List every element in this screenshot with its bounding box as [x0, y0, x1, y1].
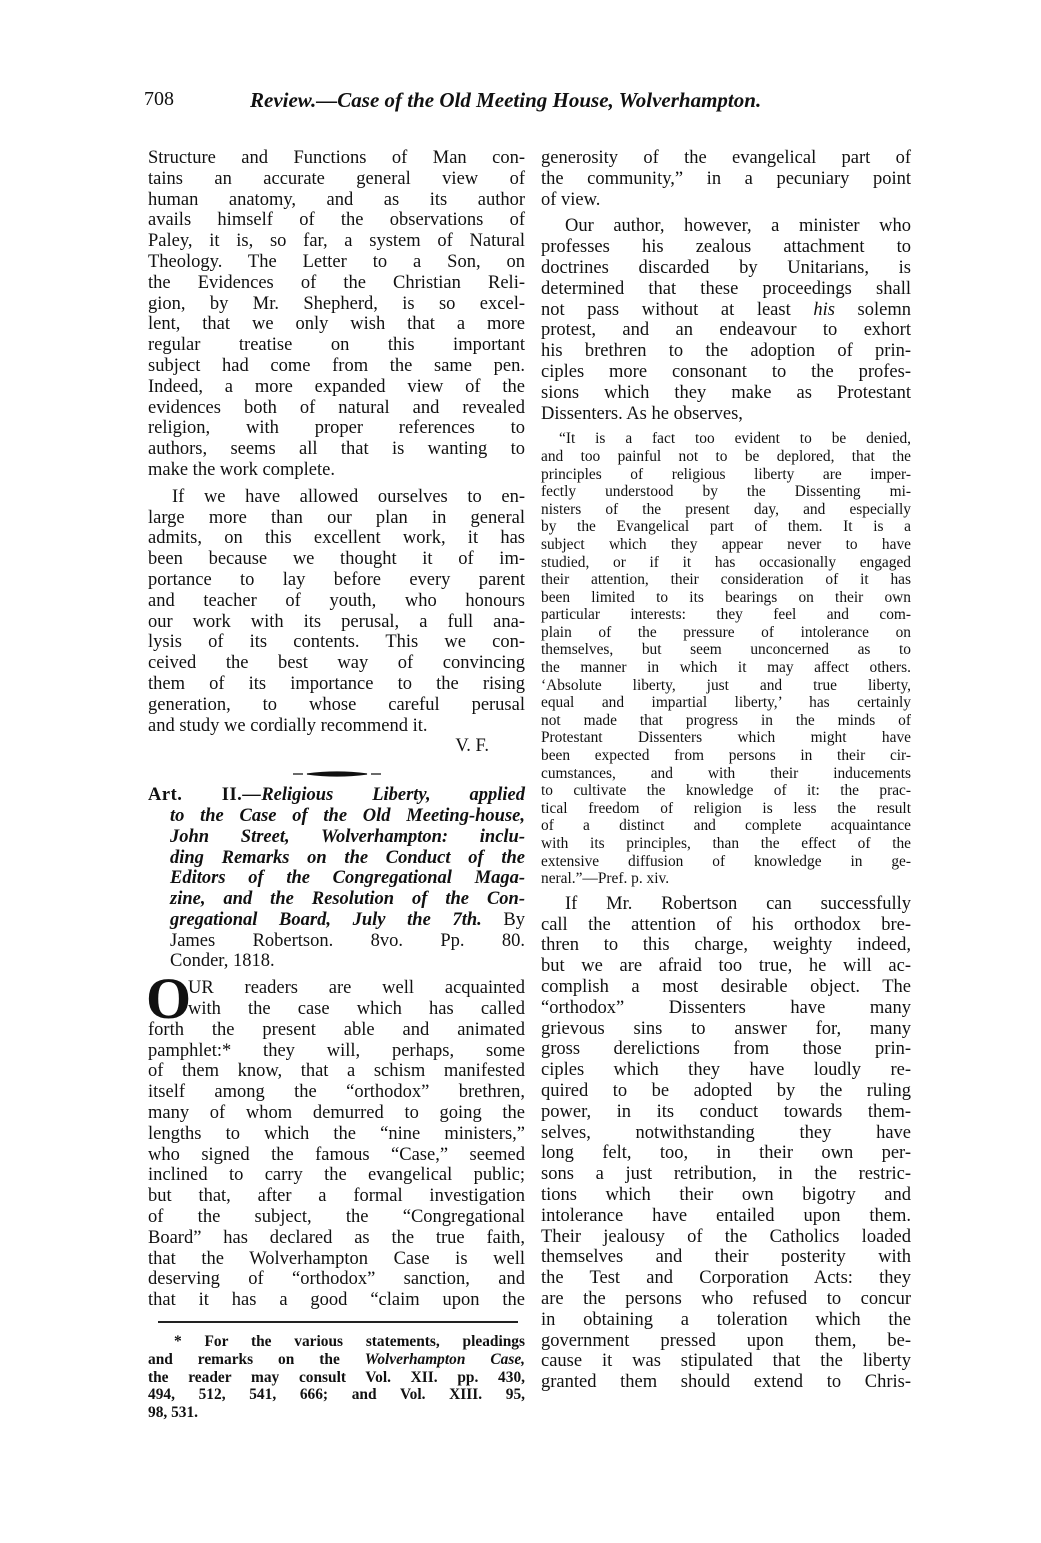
- text-line: of the subject, the “Congregational: [148, 1207, 525, 1228]
- article-title-line: gregational Board, July the 7th.: [170, 909, 482, 930]
- text-line: of view.: [541, 189, 601, 210]
- quote-line: plain of the pressure of intolerance on: [541, 623, 911, 641]
- quote-line: not made that progress in the minds of: [541, 711, 911, 729]
- text-line: long felt, too, in their own per-: [541, 1143, 911, 1164]
- text-line: UR readers are well acquainted: [188, 978, 525, 999]
- text-line: Their jealousy of the Catholics loaded: [541, 1226, 911, 1247]
- footnote-text: and remarks on the: [148, 1350, 365, 1368]
- text-line: Paley, it is, so far, a system of Natural: [148, 231, 525, 252]
- quote-line: the manner in which it may affect others.: [541, 659, 911, 677]
- article-publisher-line: Conder, 1818.: [170, 951, 275, 972]
- text-line: ciples more consonant to the profes-: [541, 361, 911, 382]
- text-line: government pressed upon them, be-: [541, 1330, 911, 1351]
- footnote-text: 494, 512, 541, 666; and Vol. XIII. 95,: [148, 1386, 525, 1404]
- article-label: Art. II.—: [148, 785, 262, 806]
- text-line: generosity of the evangelical part of: [541, 148, 911, 168]
- text-line: ceived the best way of convincing: [148, 653, 525, 674]
- text-line: forth the present able and animated: [148, 1019, 525, 1040]
- author-paragraph: [541, 216, 911, 424]
- text-line: determined that these proceedings shall: [541, 278, 911, 299]
- text-line: generation, to whose careful perusal: [148, 694, 525, 715]
- text-line: intolerance have entailed upon them.: [541, 1205, 911, 1226]
- text-line: selves, notwithstanding they have: [541, 1122, 911, 1143]
- article-body-paragraph: [146, 966, 525, 1311]
- footnote-emphasis: Wolverhampton Case,: [364, 1350, 526, 1368]
- text-segment: solemn: [834, 299, 911, 320]
- section-divider-ornament: [293, 771, 381, 777]
- text-line: lengths to which the “nine ministers,”: [148, 1123, 525, 1144]
- text-line: and study we cordially recommend it.: [148, 715, 428, 736]
- drop-cap: O: [146, 966, 192, 1032]
- robertson-paragraph: [541, 894, 911, 1393]
- quote-line: their attention, their consideration of it has: [541, 571, 911, 589]
- text-line: evidences both of natural and revealed: [148, 397, 525, 418]
- text-line: themselves and their posterity with: [541, 1247, 911, 1268]
- block-quote: [541, 430, 911, 887]
- article-title-line: to the Case of the Old Meeting-house,: [170, 805, 525, 826]
- text-line: Theology. The Letter to a Son, on: [148, 251, 525, 272]
- text-line: regular treatise on this important: [148, 335, 525, 356]
- article-title-line: Editors of the Congregational Maga-: [170, 868, 525, 889]
- text-line: admits, on this excellent work, it has: [148, 528, 525, 549]
- text-line: gross derelictions from those prin-: [541, 1039, 911, 1060]
- text-line: If Mr. Robertson can successfully: [565, 893, 911, 914]
- text-line: avails himself of the observations of: [148, 210, 525, 231]
- text-line: lent, that we only wish that a more: [148, 314, 525, 335]
- review-paragraph-2: [148, 487, 525, 757]
- text-line: them of its importance to the rising: [148, 673, 525, 694]
- review-paragraph-1: [148, 148, 525, 481]
- quote-line: ‘Absolute liberty, just and true liberty,: [541, 676, 911, 694]
- text-line: but that, after a formal investigation: [148, 1186, 525, 1207]
- text-line: protest, and an endeavour to exhort: [541, 320, 911, 341]
- footnote-marker: *: [174, 1333, 182, 1351]
- quote-line: with its principles, than the effect of the: [541, 835, 911, 853]
- quote-line: fectly understood by the Dissenting mi-: [541, 483, 911, 501]
- quote-line: extensive diffusion of knowledge in ge-: [541, 852, 911, 870]
- text-line: our work with its perusal, a full ana-: [148, 611, 525, 632]
- article-title-line: zine, and the Resolution of the Con-: [170, 889, 525, 910]
- text-line: authors, seems all that is wanting to: [148, 439, 525, 460]
- text-line: doctrines discarded by Unitarians, is: [541, 257, 911, 278]
- text-line: been because we thought it of im-: [148, 549, 525, 570]
- quote-line: equal and impartial liberty,’ has certainly: [541, 694, 911, 712]
- text-line: ciples which they have loudly re-: [541, 1060, 911, 1081]
- text-line: tions which their own bigotry and: [541, 1184, 911, 1205]
- quote-line: tical freedom of religion is less the result: [541, 799, 911, 817]
- article-title-line: ding Remarks on the Conduct of the: [170, 847, 525, 868]
- quote-line: cumstances, and with their inducements: [541, 764, 911, 782]
- footnote-text: the reader may consult Vol. XII. pp. 430,: [148, 1368, 525, 1386]
- continuation-paragraph: [541, 148, 911, 210]
- text-line: sons a just retribution, in the restric-: [541, 1164, 911, 1185]
- quote-line: themselves, but seem unconcerned as to: [541, 641, 911, 659]
- text-line: granted them should extend to Chris-: [541, 1372, 911, 1393]
- text-line: grievous sins to answer for, many: [541, 1018, 911, 1039]
- text-line: gion, by Mr. Shepherd, is so excel-: [148, 293, 525, 314]
- text-line: that the Wolverhampton Case is well: [148, 1248, 525, 1269]
- text-line: deserving of “orthodox” sanction, and: [148, 1269, 525, 1290]
- text-line: pamphlet:* they will, perhaps, some: [148, 1040, 525, 1061]
- text-line: portance to lay before every parent: [148, 569, 525, 590]
- quote-line: subject which they appear never to have: [541, 535, 911, 553]
- text-line: tains an accurate general view of: [148, 168, 525, 189]
- text-line: complish a most desirable object. The: [541, 976, 911, 997]
- quote-line: been limited to its bearings on their own: [541, 588, 911, 606]
- text-line: call the attention of his orthodox bre-: [541, 914, 911, 935]
- quote-line: by the Evangelical part of them. It is a: [541, 518, 911, 536]
- text-line: the Test and Corporation Acts: they: [541, 1268, 911, 1289]
- page-number: 708: [144, 88, 174, 110]
- left-column: [148, 148, 525, 1422]
- text-line: Structure and Functions of Man con-: [148, 148, 525, 168]
- right-column: [541, 148, 911, 1399]
- article-title-line: John Street, Wolverhampton: inclu-: [170, 826, 525, 847]
- quote-line: principles of religious liberty are imper-: [541, 465, 911, 483]
- text-line: Dissenters. As he observes,: [541, 403, 743, 424]
- text-line: many of whom demurred to going the: [148, 1103, 525, 1124]
- footnote: [148, 1333, 525, 1422]
- text-line: who signed the famous “Case,” seemed: [148, 1144, 525, 1165]
- quote-line: nisters of the present day, and especially: [541, 500, 911, 518]
- text-line: but we are afraid too true, he will ac-: [541, 956, 911, 977]
- quote-line: studied, or if it has occasionally engaged: [541, 553, 911, 571]
- text-line: the Evidences of the Christian Reli-: [148, 272, 525, 293]
- article-title-line: Religious Liberty, applied: [261, 785, 525, 806]
- text-line: quired to be adopted by the ruling: [541, 1080, 911, 1101]
- quote-line: and too painful not to be deplored, that the: [541, 447, 911, 465]
- quote-line: to cultivate the knowledge of it: the prac-: [541, 782, 911, 800]
- text-line: If we have allowed ourselves to en-: [172, 486, 525, 507]
- text-line: are the persons who refused to concur: [541, 1288, 911, 1309]
- article-author-line: James Robertson. 8vo. Pp. 80.: [170, 930, 525, 951]
- quote-line: particular interests: they feel and com-: [541, 606, 911, 624]
- text-line: thren to this charge, weighty indeed,: [541, 935, 911, 956]
- text-line: inclined to carry the evangelical public;: [148, 1165, 525, 1186]
- text-line: and teacher of youth, who honours: [148, 590, 525, 611]
- signature: V. F.: [455, 736, 489, 757]
- text-line: the community,” in a pecuniary point: [541, 168, 911, 189]
- page-header: [144, 88, 934, 118]
- quote-line: “It is a fact too evident to be denied,: [559, 430, 911, 448]
- article-heading: [148, 785, 525, 972]
- text-line: Indeed, a more expanded view of the: [148, 376, 525, 397]
- text-line: Board” has declared as the true faith,: [148, 1227, 525, 1248]
- text-line: that it has a good “claim upon the: [148, 1290, 525, 1311]
- text-line: in obtaining a toleration which the: [541, 1309, 911, 1330]
- quote-line: neral.”—Pref. p. xiv.: [541, 870, 670, 888]
- footnote-rule: [158, 1321, 518, 1323]
- text-line: his brethren to the adoption of prin-: [541, 341, 911, 362]
- text-line: human anatomy, and as its author: [148, 189, 525, 210]
- text-line: sions which they make as Protestant: [541, 382, 911, 403]
- text-line: make the work complete.: [148, 459, 335, 480]
- text-line: professes his zealous attachment to: [541, 237, 911, 258]
- text-line: of them know, that a schism manifested: [148, 1061, 525, 1082]
- footnote-text: For the various statements, pleadings: [204, 1333, 525, 1351]
- text-line: cause it was stipulated that the liberty: [541, 1351, 911, 1372]
- text-line: Our author, however, a minister who: [565, 216, 911, 237]
- text-line: itself among the “orthodox” brethren,: [148, 1082, 525, 1103]
- text-line: religion, with proper references to: [148, 418, 525, 439]
- quote-line: been expected from persons in their cir-: [541, 747, 911, 765]
- text-line: “orthodox” Dissenters have many: [541, 997, 911, 1018]
- article-by: By: [503, 909, 525, 930]
- text-line: large more than our plan in general: [148, 507, 525, 528]
- running-head: Review.—Case of the Old Meeting House, Wolverhampton.: [250, 88, 762, 112]
- text-line: subject had come from the same pen.: [148, 355, 525, 376]
- text-segment: not pass without at least: [541, 299, 814, 320]
- footnote-text: 98, 531.: [148, 1404, 199, 1422]
- quote-line: of a distinct and complete acquaintance: [541, 817, 911, 835]
- quote-line: Protestant Dissenters which might have: [541, 729, 911, 747]
- text-line: power, in its conduct towards them-: [541, 1101, 911, 1122]
- text-line: with the case which has called: [188, 999, 525, 1020]
- text-line: lysis of its contents. This we con-: [148, 632, 525, 653]
- emphasis: his: [813, 299, 835, 320]
